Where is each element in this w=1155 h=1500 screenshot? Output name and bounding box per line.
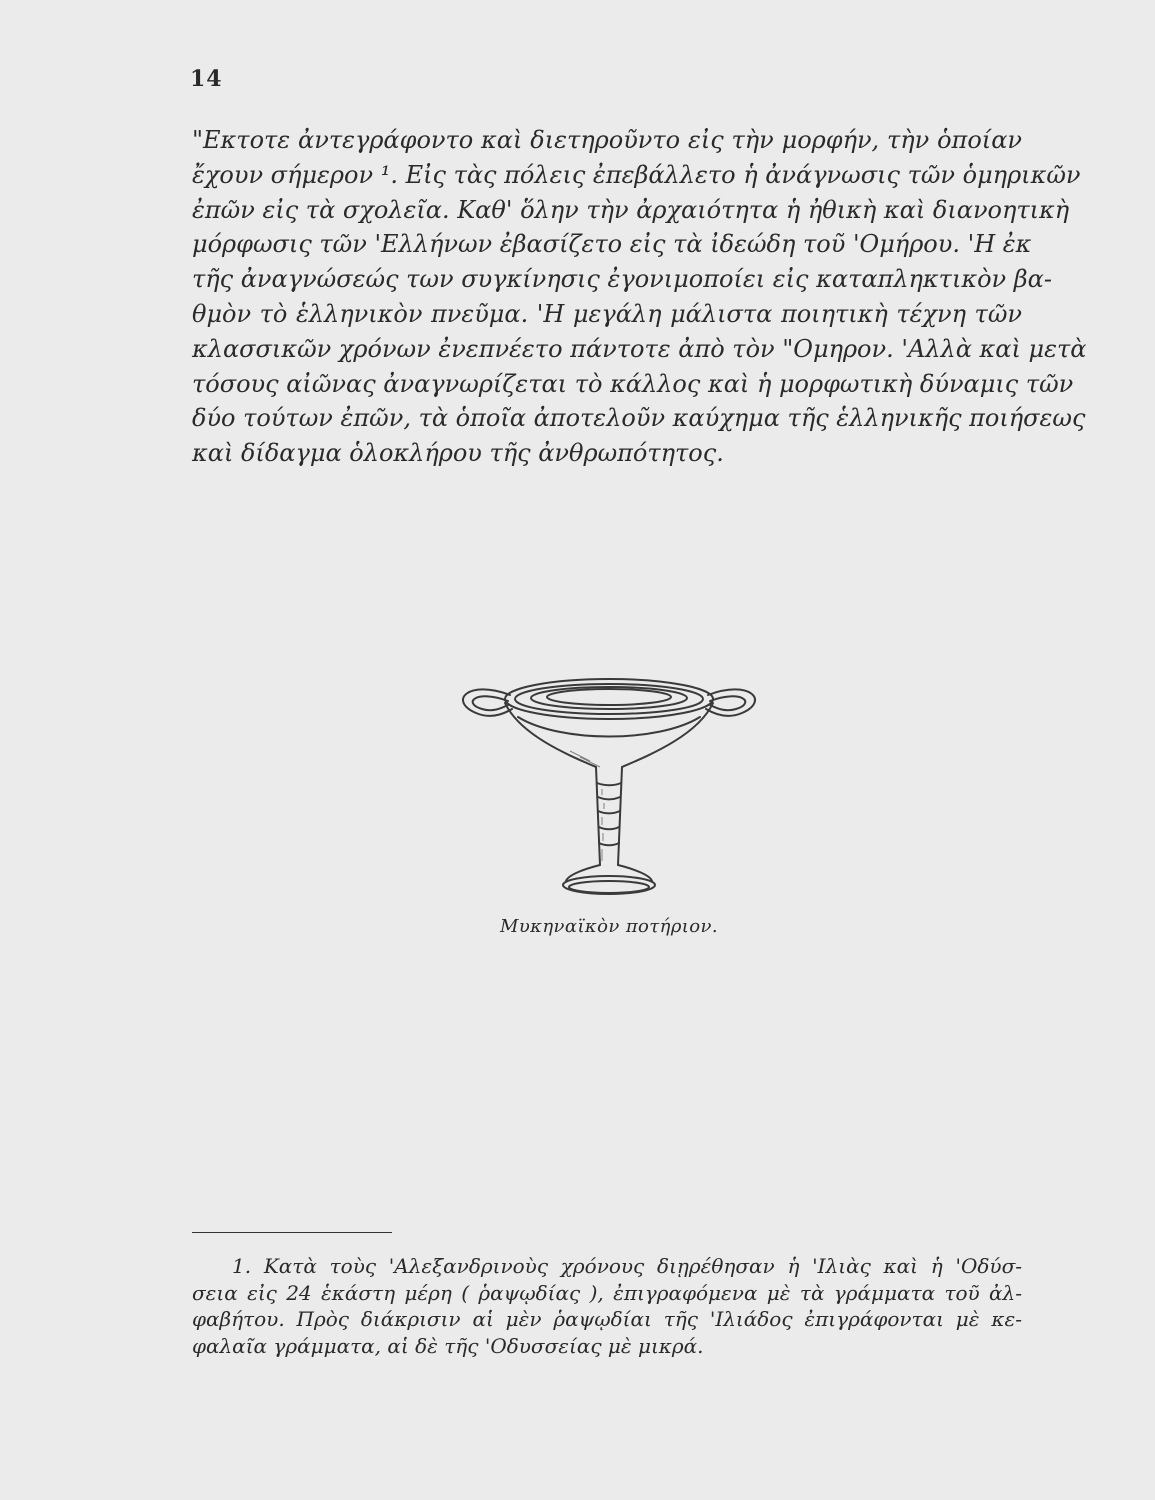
page-number: 14 bbox=[190, 66, 223, 92]
footnote-line: 1. Κατὰ τοὺς 'Αλεξανδρινοὺς χρόνους διῃρέθησαν ἡ 'Ιλιὰς καὶ ἡ 'Οδύσ- bbox=[232, 1254, 1022, 1278]
body-line: ἔχουν σήμερον ¹. Εἰς τὰς πόλεις ἐπεβάλλετο ἡ ἀνάγνωσις τῶν ὁμηρικῶν bbox=[192, 160, 1081, 189]
body-line: "Εκτοτε ἀντεγράφοντο καὶ διετηροῦντο εἰς τὴν μορφήν, τὴν ὁποίαν bbox=[192, 126, 1022, 154]
footnote-line: σεια εἰς 24 ἑκάστη μέρη ( ῥαψῳδίας ), ἐπιγραφόμενα μὲ τὰ γράμματα τοῦ ἀλ- bbox=[192, 1280, 1022, 1305]
footnote-line: φαβήτου. Πρὸς διάκρισιν αἱ μὲν ῥαψῳδίαι τῆς 'Ιλιάδος ἐπιγράφονται μὲ κε- bbox=[192, 1307, 1022, 1331]
body-line: ἐπῶν εἰς τὰ σχολεῖα. Καθ' ὅλην τὴν ἀρχαιότητα ἡ ἠθικὴ καὶ διανοητικὴ bbox=[192, 195, 1070, 224]
figure-caption: Μυκηναϊκὸν ποτήριον. bbox=[500, 916, 718, 937]
footnote bbox=[192, 1253, 1022, 1359]
body-line: τόσους αἰῶνας ἀναγνωρίζεται τὸ κάλλος καὶ ἡ μορφωτικὴ δύναμις τῶν bbox=[192, 369, 1074, 398]
body-line: καὶ δίδαγμα ὁλοκλήρου τῆς ἀνθρωπότητος. bbox=[192, 439, 724, 468]
body-line: δύο τούτων ἐπῶν, τὰ ὁποῖα ἀποτελοῦν καύχημα τῆς ἑλληνικῆς ποιήσεως bbox=[192, 404, 1086, 433]
mycenaean-cup-illustration bbox=[450, 665, 770, 905]
body-text bbox=[192, 123, 1087, 471]
footnote-line: φαλαῖα γράμματα, αἱ δὲ τῆς 'Οδυσσείας μὲ μικρά. bbox=[192, 1333, 704, 1358]
body-line: θμὸν τὸ ἑλληνικὸν πνεῦμα. 'Η μεγάλη μάλιστα ποιητικὴ τέχνη τῶν bbox=[192, 299, 1022, 328]
kylix-drawing bbox=[450, 665, 770, 905]
body-line: κλασσικῶν χρόνων ἐνεπνέετο πάντοτε ἀπὸ τὸν "Ομηρον. 'Αλλὰ καὶ μετὰ bbox=[192, 334, 1087, 363]
body-line: τῆς ἀναγνώσεώς των συγκίνησις ἐγονιμοποίει εἰς καταπληκτικὸν βα- bbox=[192, 265, 1052, 294]
body-line: μόρφωσις τῶν 'Ελλήνων ἐβασίζετο εἰς τὰ ἰδεώδη τοῦ 'Ομήρου. 'Η ἐκ bbox=[192, 230, 1032, 259]
footnote-divider bbox=[192, 1232, 392, 1233]
